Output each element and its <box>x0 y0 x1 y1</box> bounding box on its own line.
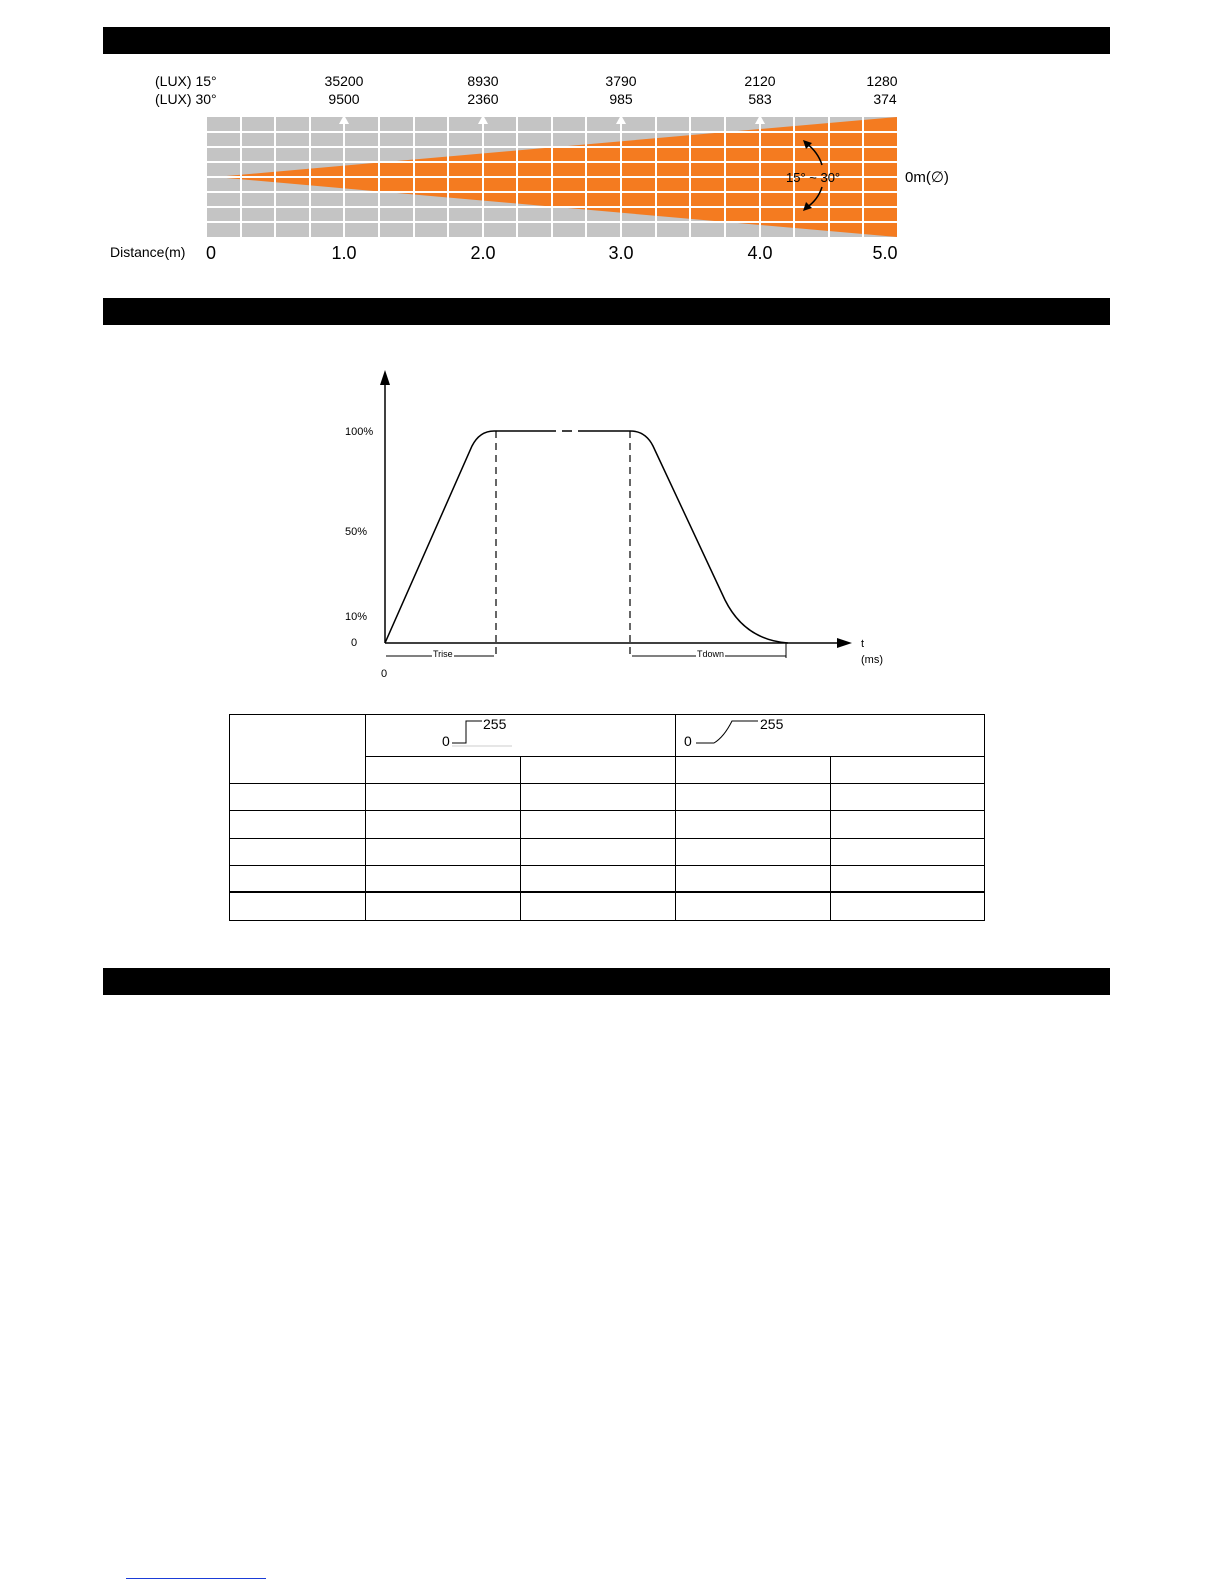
table-cell <box>831 784 985 811</box>
lux-value-15-3m: 3790 <box>605 73 637 89</box>
table-row <box>230 811 985 838</box>
table-cell <box>676 838 831 865</box>
lux-unit-label: (LUX) <box>155 91 192 107</box>
x-label-0: 0 <box>381 668 388 680</box>
lux-value-30-3m: 985 <box>609 91 633 107</box>
beam-angle-30: 30° <box>195 91 217 107</box>
table-cell <box>676 784 831 811</box>
section-header-bar-third <box>103 968 1110 995</box>
lux-value-30-1m: 9500 <box>328 91 360 107</box>
x-axis-t-label: t <box>861 638 865 650</box>
table-cell <box>521 757 676 784</box>
curve-header-smooth <box>676 715 985 757</box>
x-axis-unit-label: (ms) <box>861 654 883 666</box>
table-cell <box>676 811 831 838</box>
x-axis-arrow-icon <box>837 638 852 648</box>
table-cell <box>521 865 676 892</box>
curve-b-low: 0 <box>684 733 692 749</box>
distance-axis-label: Distance(m) <box>110 244 186 260</box>
table-row <box>230 838 985 865</box>
trise-label: Trise <box>433 649 453 659</box>
lux-value-15-4m: 2120 <box>744 73 776 89</box>
table-cell <box>521 892 676 920</box>
smooth-curve-icon <box>676 715 986 757</box>
table-cell <box>366 865 521 892</box>
lux-value-15-1m: 35200 <box>324 73 364 89</box>
y-label-0: 0 <box>351 637 358 649</box>
lux-value-15-2m: 8930 <box>467 73 499 89</box>
dimmer-response-graph <box>0 0 1225 700</box>
distance-tick-2: 2.0 <box>470 243 496 263</box>
y-label-50: 50% <box>345 526 368 538</box>
table-row <box>230 865 985 892</box>
beam-angle-range: 15° ~ 30° <box>786 170 841 185</box>
distance-tick-1: 1.0 <box>331 243 357 263</box>
curve-a-high: 255 <box>483 716 507 732</box>
table-corner-cell <box>230 715 366 784</box>
table-cell <box>521 811 676 838</box>
table-cell <box>366 757 521 784</box>
table-cell <box>831 757 985 784</box>
curve-header-step <box>366 715 676 757</box>
distance-tick-5: 5.0 <box>872 243 898 263</box>
table-cell <box>831 838 985 865</box>
lux-value-15-5m: 1280 <box>866 73 898 89</box>
curve-a-low: 0 <box>442 733 450 749</box>
table-row <box>230 892 985 920</box>
tdown-label: Tdown <box>697 649 725 659</box>
fall-curve <box>628 431 788 643</box>
table-cell <box>676 865 831 892</box>
footer-link-underline[interactable] <box>126 1578 266 1579</box>
table-cell <box>676 757 831 784</box>
curve-b-high: 255 <box>760 716 784 732</box>
table-cell <box>521 784 676 811</box>
lux-value-30-4m: 583 <box>748 91 772 107</box>
table-cell <box>831 892 985 920</box>
diameter-label: 0m(∅) <box>905 169 949 186</box>
y-label-100: 100% <box>345 426 374 438</box>
beam-angle-15: 15° <box>195 73 217 89</box>
table-row <box>230 784 985 811</box>
step-curve-icon <box>366 715 676 757</box>
table-cell <box>366 838 521 865</box>
table-cell <box>366 892 521 920</box>
lux-value-30-2m: 2360 <box>467 91 499 107</box>
lux-value-30-5m: 374 <box>873 91 897 107</box>
table-cell <box>831 865 985 892</box>
table-cell <box>366 811 521 838</box>
table-cell <box>230 865 366 892</box>
dimmer-curve-table <box>229 714 985 921</box>
table-cell <box>230 784 366 811</box>
table-cell <box>230 892 366 920</box>
lux-unit-label: (LUX) <box>155 73 192 89</box>
y-label-10: 10% <box>345 611 368 623</box>
table-cell <box>230 838 366 865</box>
distance-tick-3: 3.0 <box>608 243 634 263</box>
distance-tick-0: 0 <box>205 243 217 263</box>
table-header-row <box>230 715 985 757</box>
table-cell <box>831 811 985 838</box>
table-cell <box>366 784 521 811</box>
distance-tick-4: 4.0 <box>747 243 773 263</box>
y-axis-arrow-icon <box>380 370 390 385</box>
table-cell <box>521 838 676 865</box>
table-cell <box>230 811 366 838</box>
table-cell <box>676 892 831 920</box>
rise-curve <box>385 431 496 643</box>
